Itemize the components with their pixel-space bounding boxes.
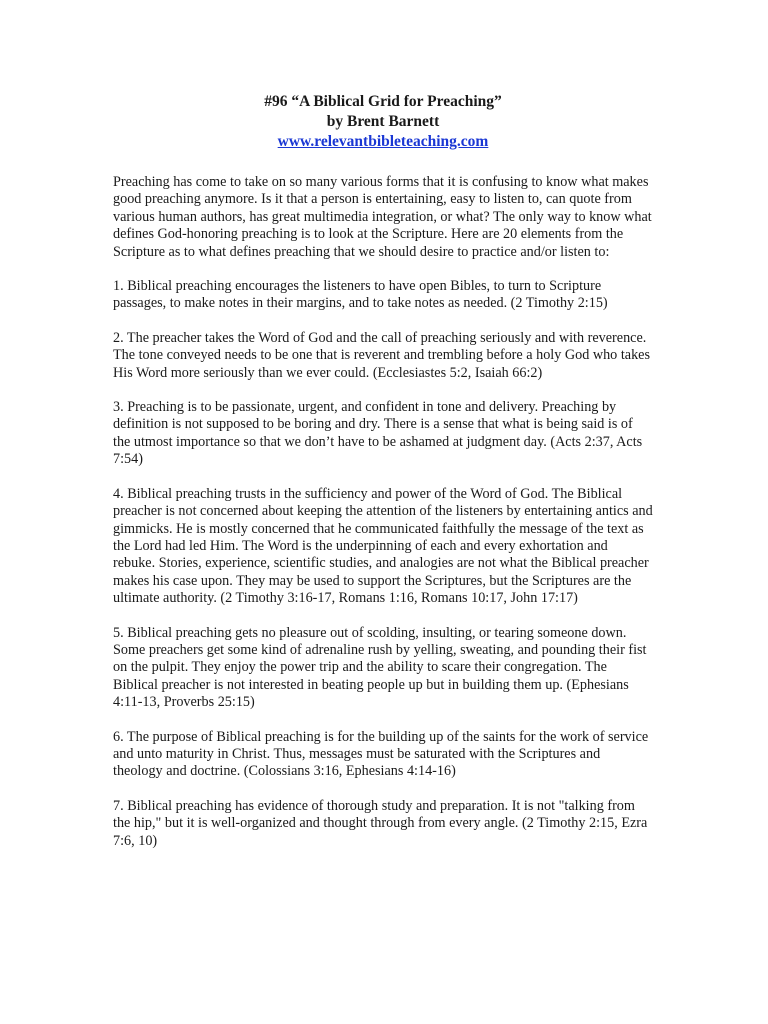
list-item: 4. Biblical preaching trusts in the sufficiency and power of the Word of God. The Biblical preacher is not concerned about keeping the attention of the listeners by entertaining antics and gimmicks. He is mostly concerned that he communicated faithfully the message of the text as the Lord had led Him. The Word is the underpinning of each and every exhortation and rebuke. Stories, experience, scientific studies, and analogies are not what the Biblical preacher makes his case upon. They may be used to support the Scriptures, but the Scriptures are the ultimate authority. (2 Timothy 3:16-17, Romans 1:16, Romans 10:17, John 17:17)	[113, 485, 653, 607]
list-item: 3. Preaching is to be passionate, urgent, and confident in tone and delivery. Preaching by definition is not supposed to be boring and dry. There is a sense that what is being said is of the utmost importance so that we don’t have to be ashamed at judgment day. (Acts 2:37, Acts 7:54)	[113, 399, 643, 468]
document-author: by Brent Barnett	[326, 113, 440, 130]
list-item: 5. Biblical preaching gets no pleasure out of scolding, insulting, or tearing someone down. Some preachers get some kind of adrenaline rush by yelling, sweating, and pounding their fist on the pulpit. They enjoy the power trip and the ability to scare their congregation. The Biblical preacher is not interested in beating people up but in building them up. (Ephesians 4:11-13, Proverbs 25:15)	[113, 624, 647, 711]
list-item: 2. The preacher takes the Word of God and the call of preaching seriously and with reverence. The tone conveyed needs to be one that is reverent and trembling before a holy God who takes His Word more seriously than we ever could. (Ecclesiastes 5:2, Isaiah 66:2)	[113, 329, 650, 381]
intro-paragraph: Preaching has come to take on so many various forms that it is confusing to know what makes good preaching anymore. Is it that a person is entertaining, easy to listen to, can quote from various human authors, has great multimedia integration, or what? The only way to know what defines God-honoring preaching is to look at the Scripture. Here are 20 elements from the Scripture as to what defines preaching that we should desire to practice and/or listen to:	[113, 174, 652, 260]
document-header	[113, 92, 653, 152]
website-link[interactable]: www.relevantbibleteaching.com	[277, 133, 489, 150]
document-title: #96 “A Biblical Grid for Preaching”	[264, 93, 502, 110]
document-page	[113, 92, 653, 867]
list-item: 7. Biblical preaching has evidence of thorough study and preparation. It is not "talking from the hip," but it is well-organized and thought through from every angle. (2 Timothy 2:15, Ezra 7:6, 10)	[113, 797, 648, 849]
list-item: 1. Biblical preaching encourages the listeners to have open Bibles, to turn to Scripture passages, to make notes in their margins, and to take notes as needed. (2 Timothy 2:15)	[113, 278, 608, 312]
list-item: 6. The purpose of Biblical preaching is for the building up of the saints for the work of service and unto maturity in Christ. Thus, messages must be saturated with the Scriptures and theology and doctrine. (Colossians 3:16, Ephesians 4:14-16)	[113, 728, 649, 780]
